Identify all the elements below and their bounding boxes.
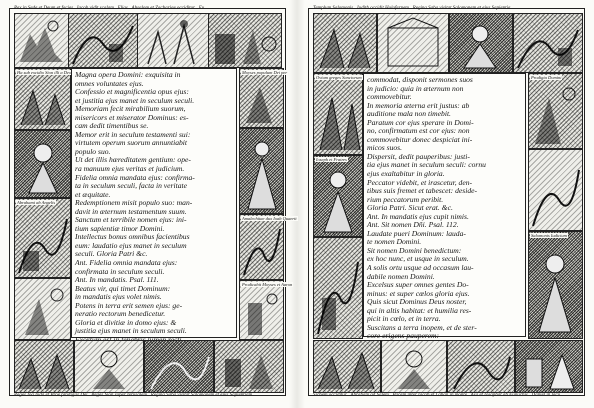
text-line: commodat, disponit sermones suos — [367, 75, 473, 84]
text-line: Dispersit, dedit pauperibus: justi- — [367, 151, 470, 161]
right-bottom-caption: Sichem occiditur . Abraham ad Salem . Pacem inter Iacob et Laban in monte . Asa et Iosaphat ab Eunuchis . Daniel in lacu — [313, 393, 561, 398]
side-label: Ioseph et Fratres — [316, 157, 347, 162]
text-line: picit in cœlo, et in terra. — [367, 314, 441, 324]
engraving-right-1 — [528, 73, 583, 149]
text-line: core erigens pauperem: — [367, 331, 439, 341]
text-line: te nomen Domini. — [367, 237, 422, 247]
engraving-left-3 — [14, 198, 71, 278]
text-line: Excelsus super omnes gentes Do- — [367, 280, 469, 290]
text-line: ex hoc nunc, et usque in seculum. — [367, 254, 469, 264]
text-line: Sanctum et terribile nomen ejus: ini- — [75, 215, 187, 225]
engraving-left-2 — [14, 130, 71, 198]
text-line: Memoriam fecit mirabilium suorum, — [75, 104, 186, 114]
engraving-bottom-4 — [515, 340, 583, 393]
text-line: Redemptionem misit populo suo: man- — [75, 198, 193, 208]
text-line: Potens in terra erit semen ejus: ge- — [75, 300, 183, 310]
engraving-bottom-3 — [144, 340, 214, 393]
text-line: virtutem operum suorum annuntiabit — [75, 138, 188, 148]
text-line: justitia ejus manet in seculum seculi. — [75, 326, 187, 336]
text-line: ta in seculum seculi, facta in veritate — [75, 181, 187, 191]
text-line: Ant. In mandatis ejus cupit nimis. — [367, 211, 469, 221]
left-page — [6, 4, 297, 402]
text-line: eum: laudatio ejus manet in seculum — [75, 240, 187, 250]
left-bottom-caption: Reges Ioa Iuda et Proe prodigiis Dei . Reges Sion super Ierusalem . Regina Saba visitat Salomonem et eius Sapientiam . — [14, 393, 255, 398]
text-line: ejus exaltabitur in gloria. — [367, 169, 445, 179]
psalm-text-block-right — [363, 73, 526, 341]
text-line: Ant. In mandatis. Psal. 111. — [75, 275, 159, 285]
engraving-bottom-2 — [74, 340, 144, 393]
right-top-caption: Templum Salomonis . Iudith occidit Holofernem . Regina Saba visitat Salomonem et eius Sapientia . — [313, 6, 513, 11]
text-line: Ant. Fidelia omnia mandata ejus: — [75, 258, 178, 268]
engraving-top-4 — [513, 13, 583, 73]
text-line: commovebitur donec despiciat ini- — [367, 134, 473, 144]
text-line: omnes voluntates ejus. — [75, 78, 144, 88]
side-label: Abrahami ab Angelis — [17, 200, 56, 205]
text-line: rium peccatorum peribit. — [367, 194, 444, 204]
engraving-top-2 — [68, 13, 138, 68]
text-line: A solis ortu usque ad occasum lau- — [367, 263, 474, 273]
engraving-bottom-4 — [214, 340, 284, 393]
text-line: Paratum cor ejus sperare in Domi- — [367, 117, 474, 127]
engraving-right-3 — [528, 231, 583, 339]
engraving-left-1 — [313, 73, 363, 155]
engraving-top-2 — [377, 13, 449, 73]
text-line: qui in altis habitat: et humilia res- — [367, 305, 472, 315]
text-line: populo suo. — [75, 146, 111, 156]
side-label: Moyses populum Dei per — [242, 70, 288, 75]
engraving-top-3 — [449, 13, 513, 73]
text-line: ra manuum ejus veritas et judicium. — [75, 164, 185, 174]
text-line: Suscitans a terra inopem, et de ster- — [367, 322, 477, 332]
engraving-bottom-3 — [447, 340, 515, 393]
text-line: tibus suis fremet et tabescet: deside- — [367, 186, 478, 196]
text-line: davit in æternum testamentum suum. — [75, 206, 187, 216]
text-line: Sit nomen Domini benedictum: — [367, 245, 462, 255]
side-label: Ovium greges Sanctorum — [316, 75, 362, 80]
engraving-top-4 — [208, 13, 282, 68]
side-label: Salomonis Iudicium — [531, 233, 567, 238]
text-line: cam dedit timentibus se. — [75, 121, 149, 131]
text-line: commovebitur. — [367, 92, 412, 102]
engraving-right-2 — [528, 149, 583, 231]
psalm-text-block-left — [71, 68, 237, 338]
text-line: In memoria æterna erit justus: ab — [367, 100, 470, 110]
engraving-right-4 — [239, 280, 293, 340]
side-label: Ha sub excidio Sion illi a Deo — [17, 70, 72, 75]
text-line: in judicio: quia in æternum non — [367, 83, 464, 93]
side-label: Amalechitae dux Ioab Quaerit — [242, 216, 297, 221]
text-line: Laudate pueri Dominum: lauda- — [367, 228, 466, 238]
text-line: tium sapientiæ timor Domini. — [75, 223, 165, 233]
engraving-top-1 — [14, 13, 69, 68]
engraving-bottom-2 — [381, 340, 447, 393]
text-line: Ut det illis hæreditatem gentium: ope- — [75, 155, 191, 165]
text-line: Fidelia omnia mandata ejus: confirma- — [75, 172, 195, 182]
text-line: dabile nomen Domini. — [367, 271, 435, 281]
text-line: Confessio et magnificentia opus ejus: — [75, 87, 189, 97]
side-label: Prodigia Domini — [531, 75, 562, 80]
engraving-left-4 — [14, 278, 71, 340]
text-line: auditione mala non timebit. — [367, 109, 451, 119]
engraving-right-1 — [239, 68, 288, 128]
text-line: Quis sicut Dominus Deus noster, — [367, 297, 467, 307]
text-line: no, confirmatum est cor ejus: non — [367, 126, 470, 136]
text-line: Memor erit in seculum testamenti sui: — [75, 129, 191, 139]
engraving-left-2 — [313, 155, 363, 237]
text-line: neratio rectorum benedicetur. — [75, 309, 166, 319]
text-line: et æquitate. — [75, 189, 111, 199]
engraving-top-1 — [313, 13, 377, 73]
text-line: misericors et miserator Dominus: es- — [75, 112, 189, 122]
text-line: Peccator videbit, et irascetur, den- — [367, 177, 473, 187]
left-top-caption: Rex in Sede et Deum et facies . Iacob vidit scalam . Elias . Absalom et Zachariae occiditur . Eu — [14, 6, 205, 11]
side-label: Prodicabit Moyses et Aaron — [242, 282, 293, 287]
text-line: Intellectus bonus omnibus facientibus — [75, 232, 190, 242]
engraving-right-3 — [239, 214, 297, 280]
text-line: Gloria Patri. Sicut erat. &c. — [367, 203, 453, 213]
text-line: Gloria et divitiæ in domo ejus: & — [75, 317, 177, 327]
book-gutter — [289, 0, 305, 408]
text-line: seculi. Gloria Patri &c. — [75, 249, 148, 259]
text-line: et justitia ejus manet in seculum seculi. — [75, 95, 195, 105]
right-page — [305, 4, 588, 402]
engraving-top-3 — [137, 13, 209, 68]
text-line: Magna opera Domini: exquisita in — [75, 70, 181, 79]
engraving-bottom-1 — [313, 340, 381, 393]
text-line: tia ejus manet in seculum seculi: cornu — [367, 160, 486, 170]
engraving-left-3 — [313, 237, 363, 339]
text-line: micos suos. — [367, 143, 403, 153]
engraving-left-1 — [14, 68, 71, 130]
engraving-bottom-1 — [14, 340, 74, 393]
engraving-right-2 — [239, 128, 284, 214]
text-line: in mandatis ejus volet nimis. — [75, 292, 162, 302]
text-line: minus: et super cœlos gloria ejus. — [367, 288, 470, 298]
text-line: Ant. Sit nomen Dñi. Psal. 112. — [367, 220, 459, 230]
text-line: Beatus vir, qui timet Dominum: — [75, 283, 171, 293]
text-line: confirmata in seculum seculi. — [75, 266, 165, 276]
